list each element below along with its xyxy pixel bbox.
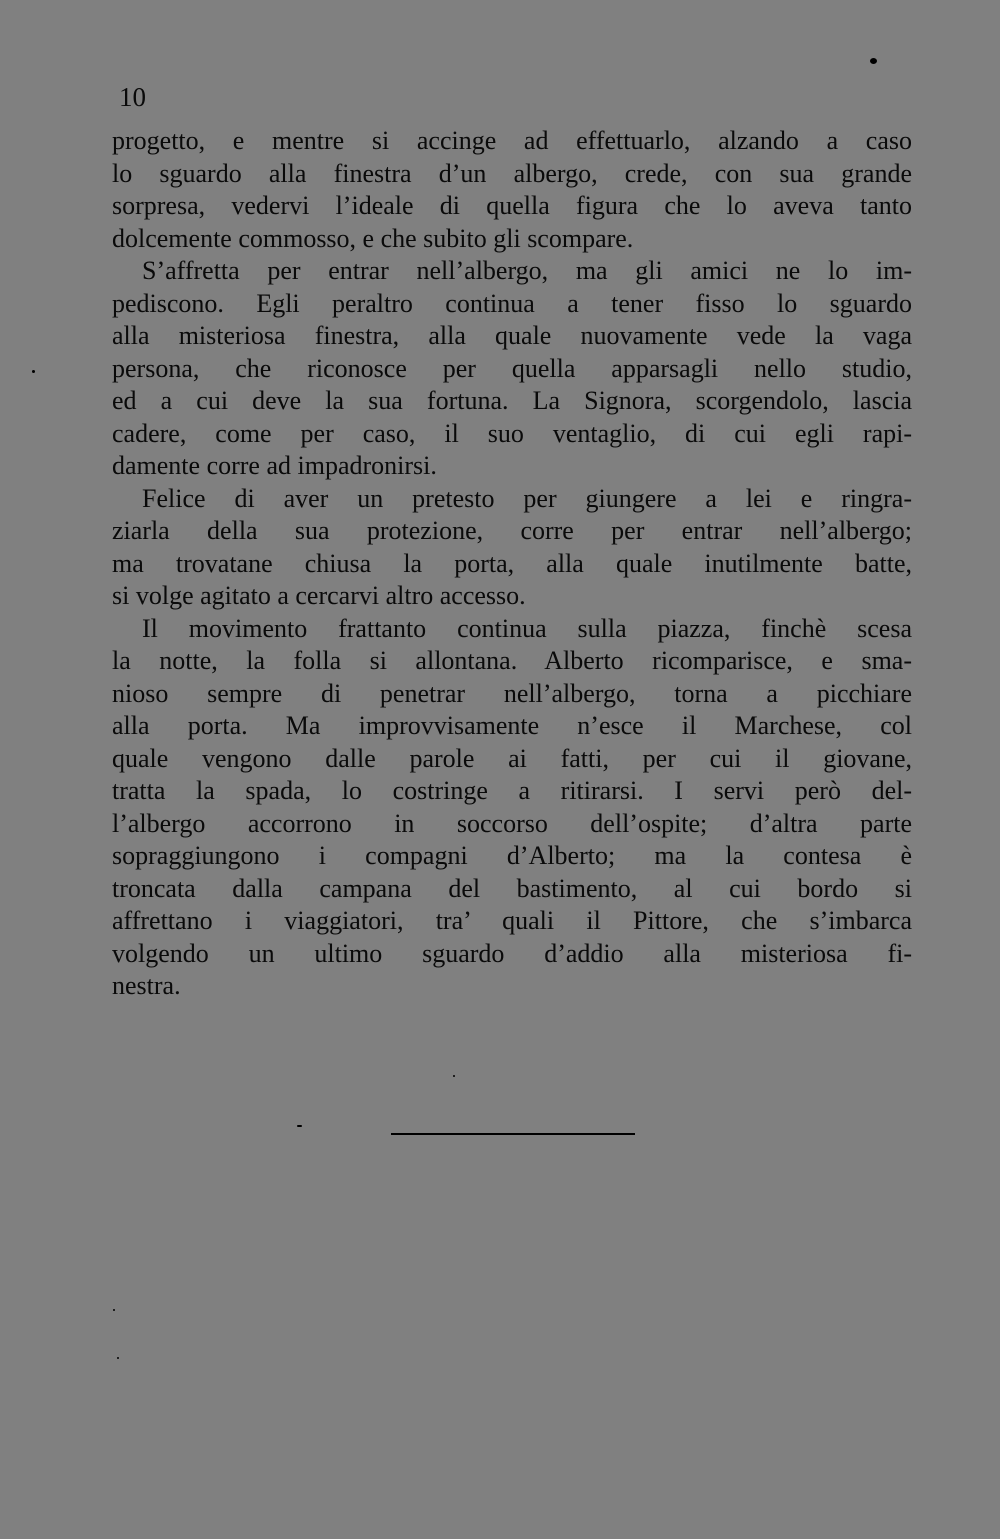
text-line: persona, che riconosce per quella apparsagli nello studio, [112,353,912,383]
text-line: alla porta. Ma improvvisamente n’esce il Marchese, col [112,711,912,740]
text-line: tratta la spada, lo costringe a ritirarsi. I servi però del- [112,776,912,805]
text-line: la notte, la folla si allontana. Alberto ricomparisce, e sma- [112,646,912,675]
ink-speck [453,1075,455,1077]
ink-speck [113,1309,115,1311]
ink-speck [870,58,877,64]
text-line: nestra. [112,971,181,1000]
text-line: ziarla della sua protezione, corre per entrar nell’albergo; [112,516,912,545]
text-line: damente corre ad impadronirsi. [112,451,437,480]
ink-speck [117,1357,119,1359]
text-line: si volge agitato a cercarvi altro accesso. [112,581,526,610]
text-line: S’affretta per entrar nell’albergo, ma gli amici ne lo im- [142,256,912,285]
page-number: 10 [119,82,146,112]
text-line: ed a cui deve la sua fortuna. La Signora, scorgendolo, lascia [112,386,912,415]
ink-speck [32,370,35,373]
ink-speck [297,1125,302,1127]
text-line: alla misteriosa finestra, alla quale nuovamente vede la vaga [112,321,912,350]
text-line: affrettano i viaggiatori, tra’ quali il Pittore, che s’imbarca [112,906,912,935]
text-line: Felice di aver un pretesto per giungere a lei e ringra- [142,483,912,513]
text-line: volgendo un ultimo sguardo d’addio alla misteriosa fi- [112,938,912,968]
text-line: Il movimento frattanto continua sulla piazza, finchè scesa [142,613,912,643]
text-line: l’albergo accorrono in soccorso dell’ospite; d’altra parte [112,808,912,838]
text-line: sopraggiungono i compagni d’Alberto; ma la contesa è [112,841,912,870]
text-line: lo sguardo alla finestra d’un albergo, crede, con sua grande [112,158,912,188]
text-line: quale vengono dalle parole ai fatti, per cui il giovane, [112,743,912,773]
text-line: ma trovatane chiusa la porta, alla quale inutilmente batte, [112,548,912,578]
text-line: troncata dalla campana del bastimento, al cui bordo si [112,873,912,903]
text-line: nioso sempre di penetrar nell’albergo, torna a picchiare [112,678,912,708]
text-line: sorpresa, vedervi l’ideale di quella figura che lo aveva tanto [112,191,912,220]
text-line: progetto, e mentre si accinge ad effettuarlo, alzando a caso [112,126,912,155]
text-line: pediscono. Egli peraltro continua a tener fisso lo sguardo [112,288,912,318]
body-text [112,125,912,1003]
section-rule [391,1133,635,1135]
text-line: cadere, come per caso, il suo ventaglio, di cui egli rapi- [112,418,912,448]
text-line: dolcemente commosso, e che subito gli scompare. [112,223,634,253]
